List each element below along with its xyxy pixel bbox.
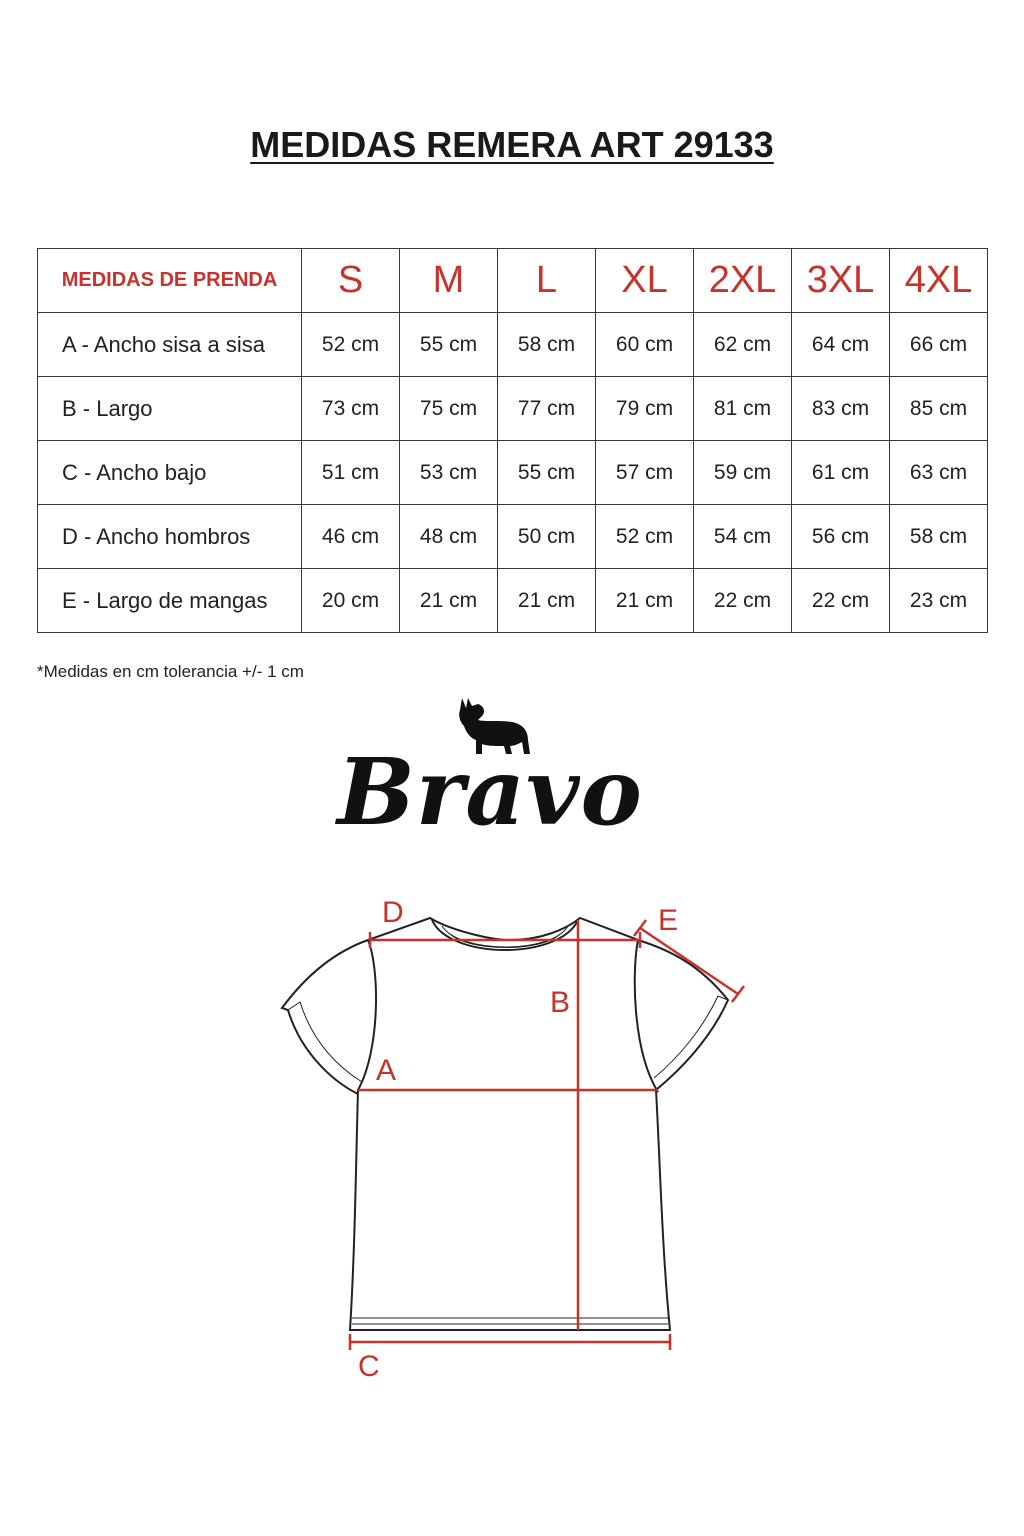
collar (432, 920, 578, 950)
tshirt-outline (350, 918, 670, 1330)
table-cell: 79 cm (596, 377, 694, 441)
table-cell: 20 cm (302, 569, 400, 633)
table-row (38, 441, 988, 505)
table-cell: 63 cm (890, 441, 988, 505)
table-cell: 50 cm (498, 505, 596, 569)
table-cell: 73 cm (302, 377, 400, 441)
brand-logo (320, 690, 660, 850)
table-header-label: MEDIDAS DE PRENDA (38, 249, 302, 313)
size-header: XL (596, 249, 694, 313)
table-cell: 55 cm (498, 441, 596, 505)
table-row (38, 377, 988, 441)
label-e: E (658, 904, 679, 937)
table-cell: 23 cm (890, 569, 988, 633)
table-row (38, 505, 988, 569)
tshirt-diagram (260, 890, 780, 1390)
table-cell: 52 cm (596, 505, 694, 569)
table-cell: 58 cm (498, 313, 596, 377)
table-cell: 61 cm (792, 441, 890, 505)
size-header: S (302, 249, 400, 313)
table-header-row (38, 249, 988, 313)
table-cell: 66 cm (890, 313, 988, 377)
size-header: L (498, 249, 596, 313)
table-cell: 57 cm (596, 441, 694, 505)
table-cell: 77 cm (498, 377, 596, 441)
brand-name: Bravo (337, 738, 643, 846)
table-cell: 54 cm (694, 505, 792, 569)
label-b: B (550, 986, 571, 1019)
table-cell: 83 cm (792, 377, 890, 441)
table-cell: 81 cm (694, 377, 792, 441)
row-label: B - Largo (38, 377, 302, 441)
size-header: M (400, 249, 498, 313)
table-cell: 48 cm (400, 505, 498, 569)
table-cell: 46 cm (302, 505, 400, 569)
size-table (37, 248, 988, 633)
table-row (38, 313, 988, 377)
label-d: D (382, 896, 404, 929)
row-label: C - Ancho bajo (38, 441, 302, 505)
table-cell: 22 cm (694, 569, 792, 633)
tolerance-note: *Medidas en cm tolerancia +/- 1 cm (37, 662, 304, 681)
right-sleeve (638, 940, 728, 1090)
measure-e-line (640, 928, 738, 994)
table-cell: 22 cm (792, 569, 890, 633)
size-header: 2XL (694, 249, 792, 313)
table-cell: 64 cm (792, 313, 890, 377)
row-label: E - Largo de mangas (38, 569, 302, 633)
table-cell: 85 cm (890, 377, 988, 441)
table-cell: 21 cm (498, 569, 596, 633)
label-c: C (358, 1350, 380, 1383)
table-cell: 60 cm (596, 313, 694, 377)
table-cell: 51 cm (302, 441, 400, 505)
row-label: A - Ancho sisa a sisa (38, 313, 302, 377)
table-row (38, 569, 988, 633)
label-a: A (376, 1054, 397, 1087)
size-header: 3XL (792, 249, 890, 313)
table-cell: 58 cm (890, 505, 988, 569)
page-title-text: MEDIDAS REMERA ART 29133 (250, 124, 774, 165)
size-header: 4XL (890, 249, 988, 313)
table-cell: 59 cm (694, 441, 792, 505)
table-cell: 21 cm (596, 569, 694, 633)
table-cell: 21 cm (400, 569, 498, 633)
left-sleeve (282, 940, 368, 1094)
table-cell: 52 cm (302, 313, 400, 377)
page-title (0, 124, 1024, 166)
table-cell: 55 cm (400, 313, 498, 377)
table-cell: 75 cm (400, 377, 498, 441)
table-cell: 62 cm (694, 313, 792, 377)
table-cell: 56 cm (792, 505, 890, 569)
table-cell: 53 cm (400, 441, 498, 505)
row-label: D - Ancho hombros (38, 505, 302, 569)
